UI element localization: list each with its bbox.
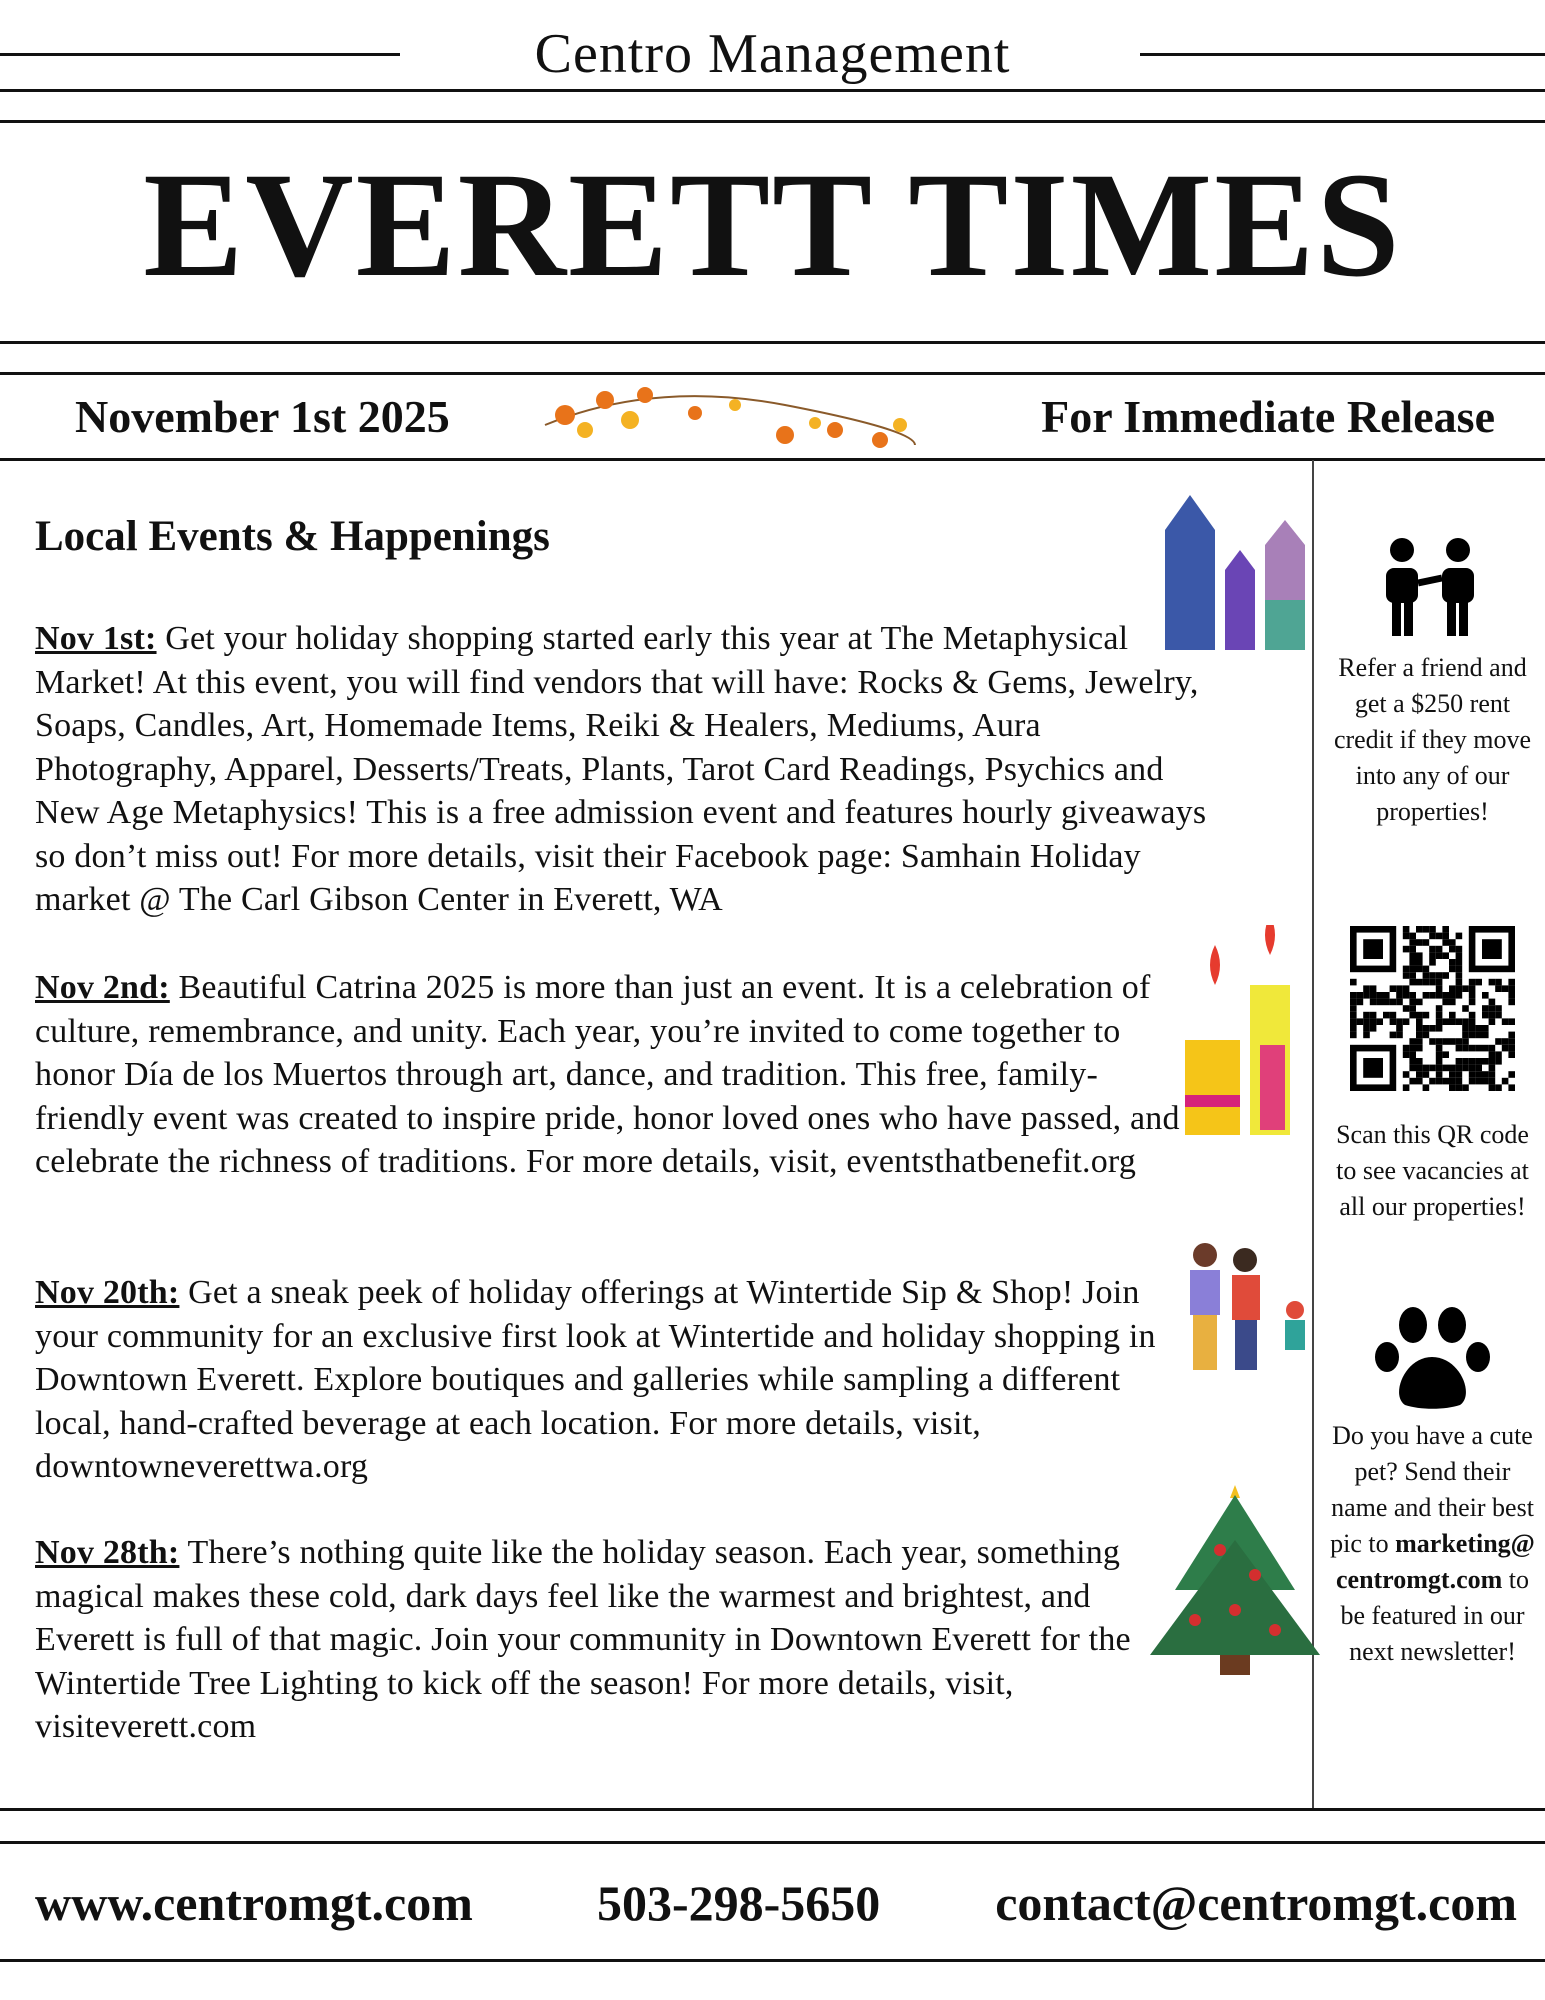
autumn-leaves-icon	[535, 375, 920, 455]
event-text: Get a sneak peek of holiday offerings at Wintertide Sip & Shop! Join your community for an exclusive first look at Wintertide and holiday shopping in Downtown Everett. Explore boutiques and galleries while sampling a different local, hand-crafted beverage at each location. For more details, visit, downtowneverettwa.org	[35, 1274, 1156, 1485]
event-nov-2	[35, 966, 1195, 1184]
crystals-icon	[1160, 490, 1350, 660]
people-referral-icon	[1380, 538, 1480, 638]
org-name: Centro Management	[534, 23, 1011, 85]
section-heading: Local Events & Happenings	[35, 513, 550, 560]
event-nov-1	[35, 617, 1210, 922]
rule	[0, 341, 1545, 344]
pet-text: Do you have a cute pet? Send their name and their best pic to marketing@centromgt.com to be featured in our next newsletter!	[1330, 1421, 1535, 1666]
rule	[0, 1841, 1545, 1844]
event-text: Get your holiday shopping started early this year at The Metaphysical Market! At this event, you will find vendors that will have: Rocks & Gems, Jewelry, Soaps, Candles, Art, Homemade Items, Reiki & Healers, Mediums, Aura Photography, Apparel, Desserts/Treats, Plants, Tarot Card Readings, Psychics and New Age Metaphysics! This is a free admission event and features hourly giveaways so don’t miss out! For more details, visit their Facebook page: Samhain Holiday market @ The Carl Gibson Center in Everett, WA	[35, 620, 1207, 918]
event-nov-20	[35, 1271, 1195, 1489]
family-shopping-icon	[1160, 1235, 1320, 1385]
event-text: Beautiful Catrina 2025 is more than just an event. It is a celebration of culture, remembrance, and unity. Each year, you’re invited to come together to honor Día de los Muertos through art, dance, and tradition. This free, family-friendly event was created to inspire pride, honor loved ones who have passed, and celebrate the richness of traditions. For more details, visit, eventsthatbenefit.org	[35, 969, 1180, 1180]
rule	[0, 89, 1545, 92]
release-note: For Immediate Release	[1041, 391, 1495, 442]
event-date-label: Nov 1st:	[35, 620, 157, 657]
christmas-tree-icon	[1135, 1480, 1335, 1680]
candles-icon	[1180, 925, 1295, 1140]
qr-code[interactable]	[1350, 926, 1515, 1091]
event-date-label: Nov 28th:	[35, 1534, 180, 1571]
website-link[interactable]: www.centromgt.com	[35, 1875, 473, 1931]
qr-caption: Scan this QR code to see vacancies at all our properties!	[1336, 1120, 1529, 1221]
paw-icon	[1375, 1305, 1490, 1410]
marketing-email[interactable]: marketing@centromgt.com	[1335, 1529, 1535, 1594]
event-date-label: Nov 20th:	[35, 1274, 180, 1311]
issue-date: November 1st 2025	[75, 391, 450, 442]
rule	[0, 120, 1545, 123]
event-text: There’s nothing quite like the holiday season. Each year, something magical makes these cold, dark days feel like the warmest and brightest, and Everett is full of that magic. Join your community in Downtown Everett for the Wintertide Tree Lighting to kick off the season! For more details, visit, visiteverett.com	[35, 1534, 1131, 1745]
referral-text: Refer a friend and get a $250 rent credit if they move into any of our properties!	[1333, 653, 1532, 826]
phone-number[interactable]: 503-298-5650	[597, 1875, 881, 1931]
rule	[0, 1959, 1545, 1962]
newsletter-title: EVERETT TIMES	[143, 142, 1402, 308]
contact-email[interactable]: contact@centromgt.com	[995, 1875, 1517, 1931]
rule	[0, 1808, 1545, 1811]
event-date-label: Nov 2nd:	[35, 969, 170, 1006]
event-nov-28	[35, 1531, 1185, 1749]
